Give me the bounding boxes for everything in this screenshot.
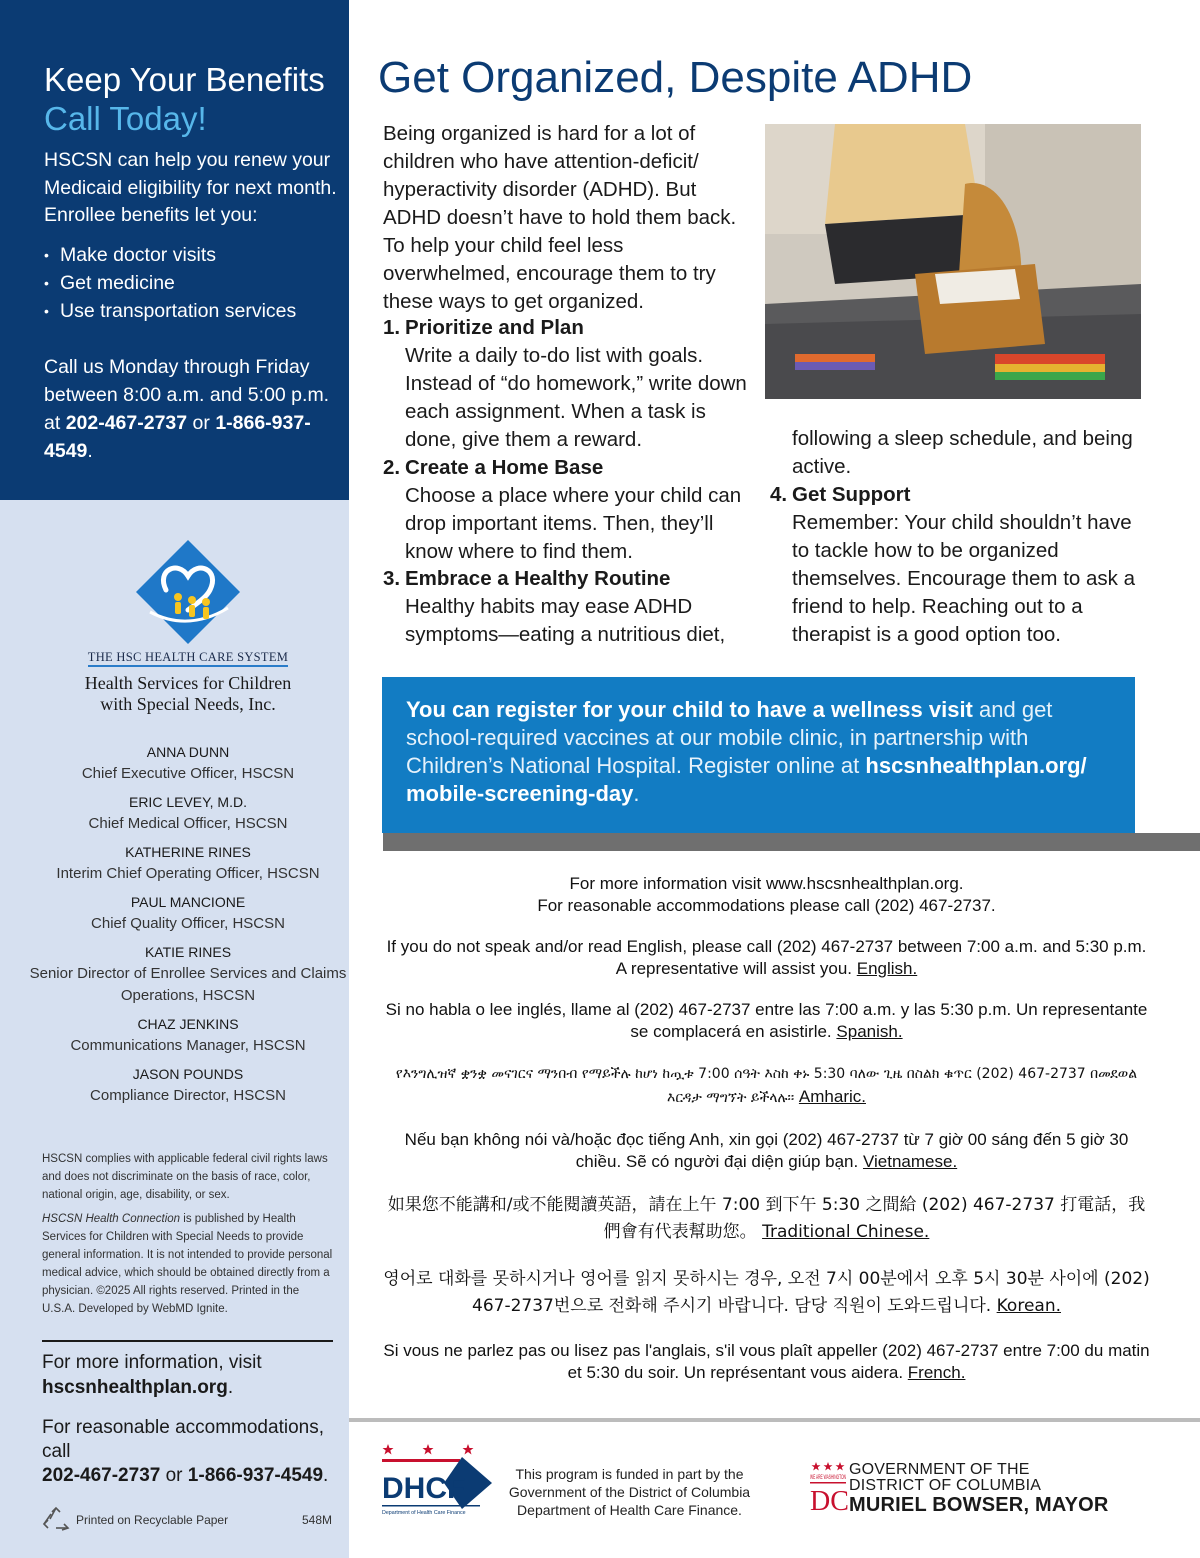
call-hours-text: Call us Monday through Friday between 8:00 a.m. and 5:00 p.m. at [44, 356, 330, 434]
step-title: Prioritize and Plan [405, 316, 584, 339]
website-link[interactable]: hscsnhealthplan.org [42, 1377, 228, 1398]
dhcf-text: DHCF [382, 1472, 466, 1505]
dc-badge-text: WE ARE WASHINGTON [810, 1474, 847, 1481]
step-continued: following a sleep schedule, and being active. [792, 427, 1133, 478]
wellness-lead: You can register for your child to have a wellness visit [406, 697, 973, 722]
accommodations-info: For reasonable accommodations, call 202-467-2737 or 1-866-937-4549. [42, 1417, 329, 1486]
staff-role: Communications Manager, HSCSN [70, 1037, 306, 1054]
staff-role: Chief Executive Officer, HSCSN [81, 765, 295, 782]
staff-name: ERIC LEVEY, M.D. [128, 794, 247, 810]
article-intro: Being organized is hard for a lot of children who have attention-deficit/ hyperactivity disorder (ADHD). But ADHD doesn’t have to hold them back. To help your child feel less overwhelmed, encourage them to try these ways to get organized. [383, 122, 737, 313]
child-packing-backpack-photo [765, 124, 1141, 399]
language-text: 如果您不能講和/或不能閱讀英語，請在上午 7:00 到下午 5:30 之間給 (202) 467-2737 打電話，我們會有代表幫助您。 [387, 1195, 1146, 1242]
funding-statement: This program is funded in part by the Government of the District of Columbia Department of Health Care Finance. [508, 1466, 751, 1518]
step-number: 2. [383, 456, 401, 479]
language-link[interactable]: Spanish. [836, 1021, 903, 1041]
staff-role: Interim Chief Operating Officer, HSCSN [56, 865, 320, 882]
dc-government [849, 1462, 1109, 1516]
step-body: Write a daily to-do list with goals. Instead of “do homework,” write down each assignment. When a task is done, give them a reward. [405, 344, 747, 451]
dhcf-subtext: Department of Health Care Finance [382, 1510, 466, 1516]
publication-code: 548M [301, 1513, 332, 1527]
step-number: 3. [383, 567, 401, 590]
step-number: 4. [770, 483, 788, 506]
staff-name: KATIE RINES [144, 944, 232, 960]
step-body: Healthy habits may ease ADHD symptoms—eating a nutritious diet, [405, 595, 726, 646]
staff-list [28, 742, 348, 1114]
language-link[interactable]: Traditional Chinese. [762, 1222, 930, 1242]
step-body: Choose a place where your child can drop important items. Then, they’ll know where to find them. [405, 484, 742, 563]
list-item: • Use transportation services [44, 297, 296, 325]
list-item [28, 892, 348, 935]
divider [42, 1340, 333, 1342]
dhcf-logo-icon [382, 1443, 492, 1518]
language-text: Si no habla o lee inglés, llame al (202) 467-2737 entre las 7:00 a.m. y las 5:30 p.m. Un representante se complacerá en asistirle. [385, 1000, 1148, 1041]
wellness-banner [382, 677, 1135, 833]
staff-name: CHAZ JENKINS [137, 1016, 239, 1032]
language-link[interactable]: Vietnamese. [862, 1151, 958, 1171]
language-notice-chinese [383, 1192, 1150, 1246]
period: . [87, 440, 93, 462]
language-notice-french [383, 1340, 1150, 1383]
language-notice-korean [383, 1266, 1150, 1320]
recycle-note [42, 1506, 332, 1534]
nondiscrimination-notice: HSCSN complies with applicable federal civil rights laws and does not discriminate on the basis of race, color, national origin, age, disability, or sex. [42, 1153, 328, 1201]
language-link[interactable]: French. [907, 1362, 966, 1382]
staff-name: KATHERINE RINES [125, 844, 251, 860]
language-text: 영어로 대화를 못하시거나 영어를 읽지 못하시는 경우, 오전 7시 00분에서 오후 5시 30분 사이에 (202) 467-2737번으로 전화해 주시기 바랍니다. 담당 직원이 도와드립니다. [383, 1269, 1150, 1316]
language-notice-amharic [383, 1062, 1150, 1109]
sidebar [0, 0, 349, 1558]
list-item: • Get medicine [44, 269, 296, 297]
step-title: Create a Home Base [405, 456, 604, 479]
contact-phone-line: For reasonable accommodations please call (202) 467-2737. [537, 895, 996, 915]
staff-name: ANNA DUNN [146, 744, 230, 760]
phone-number-tollfree[interactable]: 1-866-937-4549 [187, 1465, 324, 1486]
contact-info [383, 873, 1150, 916]
org-name-line: Health Services for Children [84, 673, 292, 693]
phone-number-local[interactable]: 202-467-2737 [42, 1465, 161, 1486]
step-body: Remember: Your child shouldn’t have to tackle how to be organized themselves. Encourage them to ask a friend to help. Reaching out to a therapist is a good option too. [792, 511, 1135, 646]
staff-name: JASON POUNDS [132, 1066, 244, 1082]
contact-website-line: For more information visit www.hscsnhealthplan.org. [569, 874, 964, 893]
language-notice-vietnamese [383, 1129, 1150, 1172]
hscsn-logo-icon [136, 540, 240, 644]
list-item [28, 742, 348, 785]
language-text: የእንግሊዝኛ ቋንቋ መናገርና ማንበብ የማይችሉ ከሆነ ከጧቱ 7:00 ሰዓት እስከ ቀኑ 5:30 ባለው ጊዜ በስልክ ቁጥር (202) 467-2737 በመደወል እርዳታ ማግኘት ይችላሉ፡፡ [395, 1066, 1138, 1106]
staff-role: Chief Quality Officer, HSCSN [91, 915, 285, 932]
staff-role: Chief Medical Officer, HSCSN [88, 815, 288, 832]
divider [349, 1418, 1200, 1422]
staff-role: Senior Director of Enrollee Services and Claims Operations, HSCSN [29, 965, 347, 1004]
wellness-text: and get school-required vaccines at our mobile clinic, in partnership with Children’s National Hospital. Register online at [406, 697, 1053, 778]
list-item [770, 481, 1150, 649]
publication-text: is published by Health Services for Children with Special Needs to provide general information. It is not intended to provide personal medical advice, which should be obtained directly from a physician. ©2025 All rights reserved. Printed in the U.S.A. Developed by WebMD Ignite. [42, 1213, 333, 1315]
language-notice-spanish [383, 999, 1150, 1042]
publication-name: HSCSN Health Connection [42, 1213, 181, 1225]
or-word: or [165, 1465, 183, 1486]
call-hours [44, 353, 344, 465]
step-title: Get Support [792, 483, 911, 506]
language-link[interactable]: Korean. [996, 1296, 1061, 1316]
language-assistance [383, 873, 1150, 1403]
language-link[interactable]: English. [856, 958, 918, 978]
period: . [633, 781, 640, 806]
mobile-screening-link[interactable]: hscsnhealthplan.org/ mobile-screening-day [406, 753, 1087, 806]
language-notice-english [383, 936, 1150, 979]
recycle-icon [42, 1506, 70, 1534]
phone-number-local[interactable]: 202-467-2737 [65, 412, 188, 434]
recycle-text: Printed on Recyclable Paper [76, 1513, 229, 1527]
list-item [383, 565, 753, 649]
language-text: If you do not speak and/or read English, please call (202) 467-2737 between 7:00 a.m. and 5:30 p.m. A representative will assist you. [386, 937, 1147, 978]
accommodations-text: For reasonable accommodations, call [42, 1417, 324, 1462]
org-name [28, 673, 348, 715]
govt-line: DISTRICT OF COLUMBIA [849, 1477, 1042, 1494]
org-system-name: THE HSC HEALTH CARE SYSTEM [28, 650, 348, 665]
divider [383, 833, 1200, 851]
more-info-text: For more information, visit [42, 1352, 262, 1373]
list-item [383, 454, 753, 566]
benefits-panel [0, 0, 349, 500]
list-item [28, 1014, 348, 1057]
language-text: Si vous ne parlez pas ou lisez pas l'anglais, s'il vous plaît appeller (202) 467-2737 entre 7:00 du matin et 5:30 du soir. Un représentant vous aidera. [383, 1341, 1150, 1382]
list-item [28, 842, 348, 885]
language-link[interactable]: Amharic. [798, 1086, 866, 1106]
dc-logo-icon [810, 1462, 849, 1517]
mayor-name: MURIEL BOWSER, MAYOR [849, 1494, 1109, 1516]
benefits-list [44, 241, 296, 325]
language-text: Nếu bạn không nói và/hoặc đọc tiếng Anh, xin gọi (202) 467-2737 từ 7 giờ 00 sáng đến 5 giờ 30 chiều. Sẽ có người đại diện giúp bạn. [404, 1130, 1129, 1171]
dc-letters: DC [810, 1486, 849, 1517]
org-name-line: with Special Needs, Inc. [100, 694, 276, 714]
more-info: For more information, visit hscsnhealthplan.org. [42, 1352, 262, 1398]
govt-line: GOVERNMENT OF THE [849, 1461, 1030, 1478]
benefits-subtitle: Call Today! [44, 100, 207, 137]
publication-notice [42, 1210, 334, 1318]
or-word: or [192, 412, 210, 434]
list-item [28, 1064, 348, 1107]
list-item [28, 792, 348, 835]
page-title: Get Organized, Despite ADHD [378, 53, 973, 102]
staff-role: Compliance Director, HSCSN [90, 1087, 286, 1104]
staff-name: PAUL MANCIONE [130, 894, 246, 910]
step-number: 1. [383, 316, 401, 339]
list-item [28, 942, 348, 1007]
list-item: • Make doctor visits [44, 241, 296, 269]
benefits-intro: HSCSN can help you renew your Medicaid eligibility for next month. Enrollee benefits let you: [44, 149, 337, 226]
list-item [383, 314, 753, 454]
phone-number-tollfree[interactable]: 1-866-937-4549 [44, 412, 311, 462]
legal-notice [42, 1150, 334, 1324]
step-title: Embrace a Healthy Routine [405, 567, 671, 590]
benefits-title: Keep Your Benefits [44, 61, 325, 98]
